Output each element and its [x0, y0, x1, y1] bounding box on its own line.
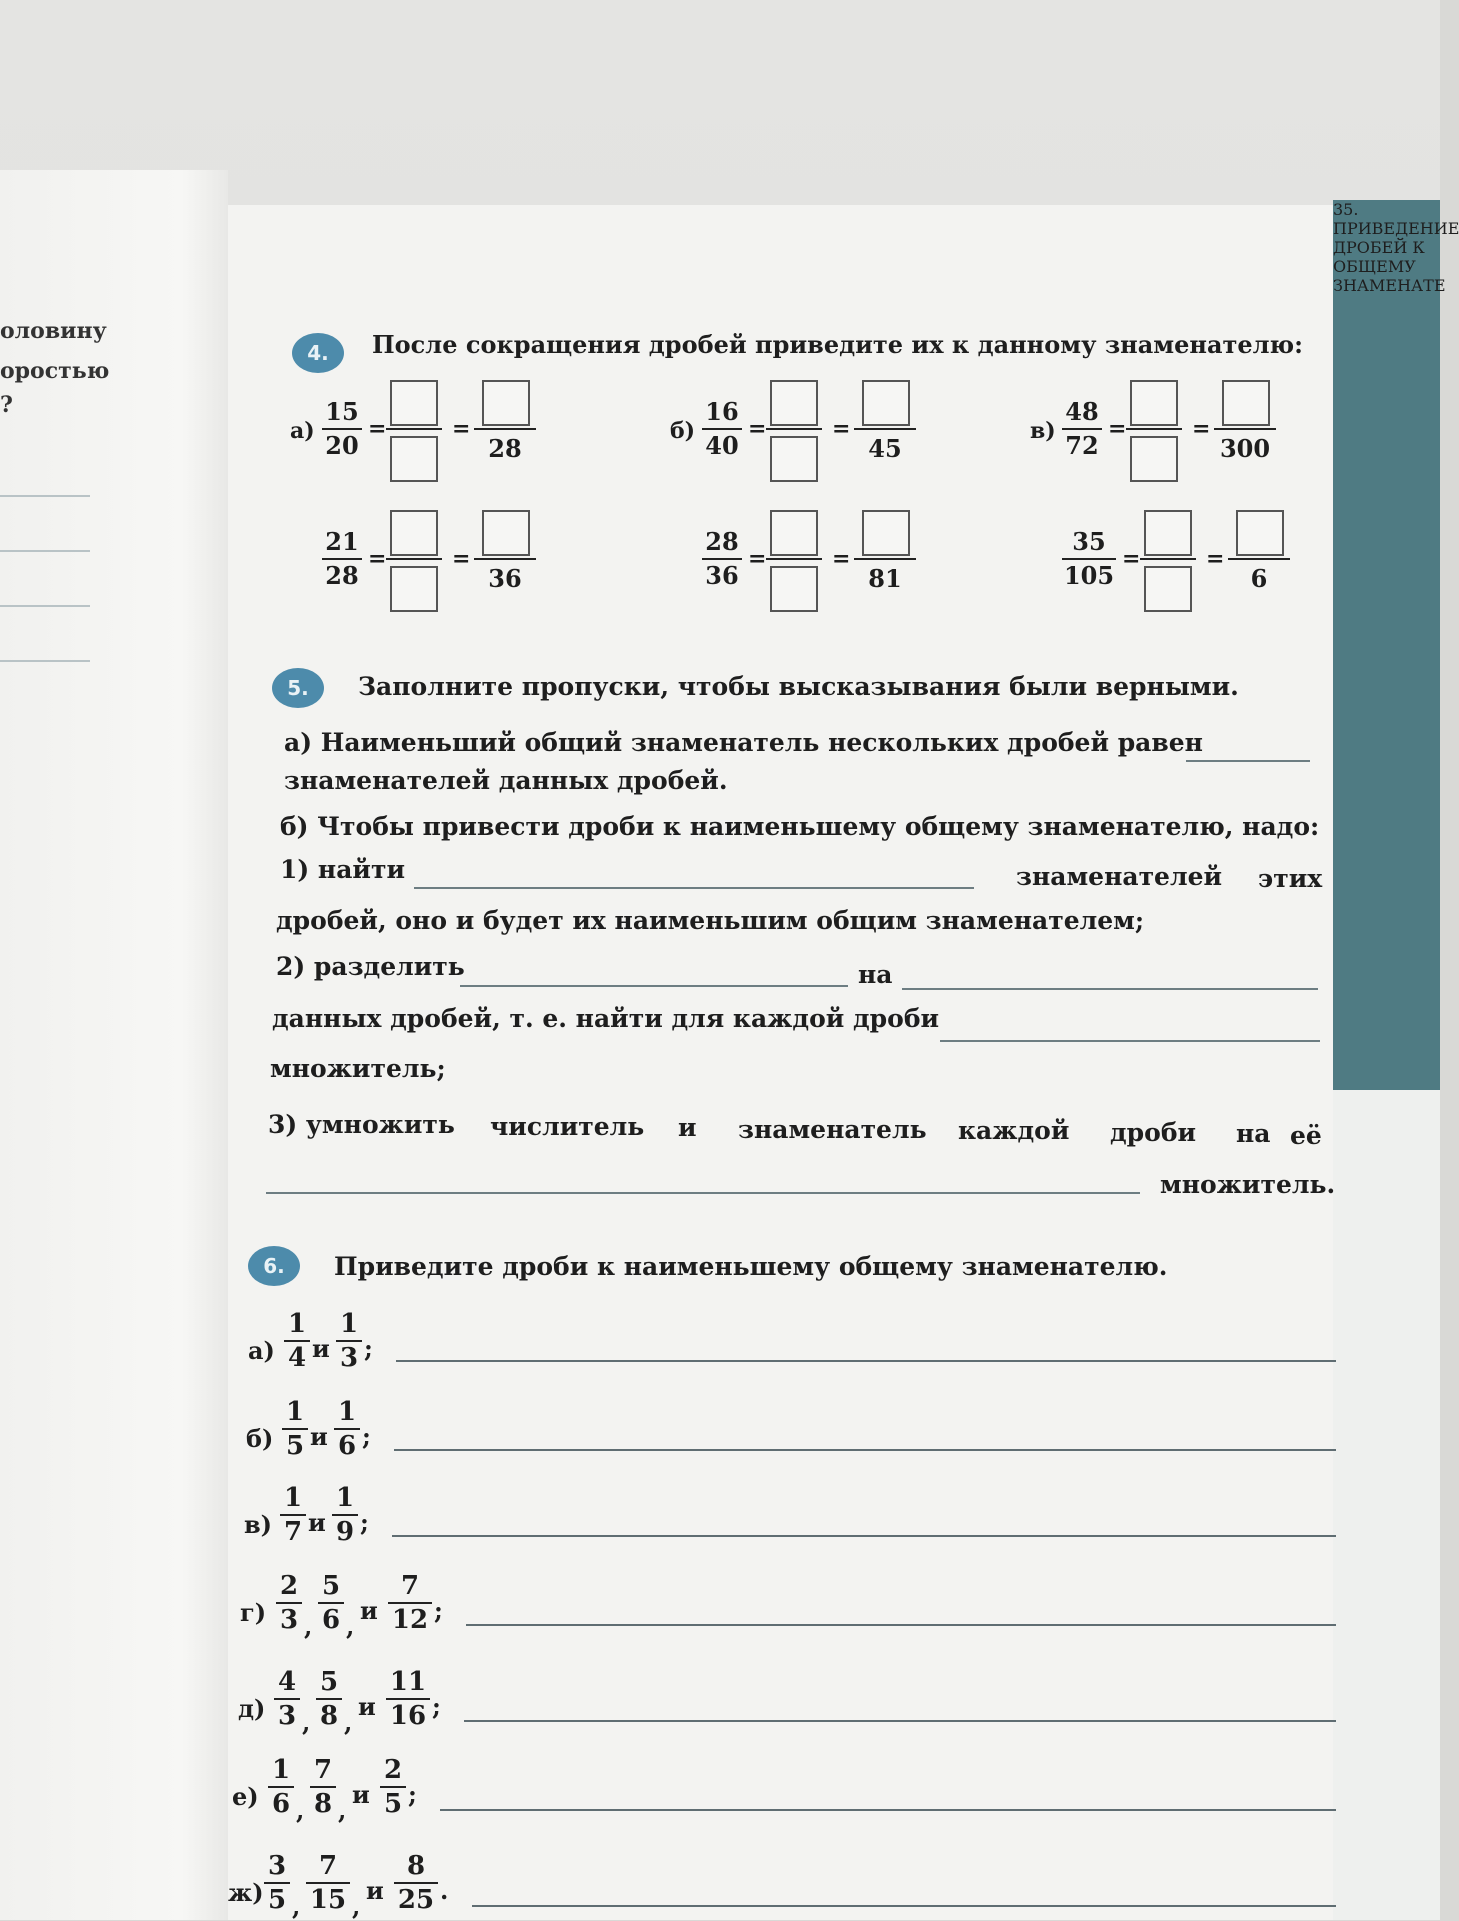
comma: ,: [296, 1796, 305, 1825]
equals-sign: =: [748, 546, 767, 572]
fraction: [264, 1852, 290, 1914]
item-label: г): [240, 1598, 267, 1627]
denominator: 40: [705, 431, 739, 460]
denominator: 72: [1065, 431, 1099, 460]
equals-sign: =: [1108, 416, 1127, 442]
fraction-bar: [284, 1340, 310, 1342]
numerator: 4: [277, 1667, 297, 1697]
blank-field[interactable]: [460, 985, 848, 987]
left-page-fragment: ?: [0, 392, 13, 418]
item-label: а): [290, 418, 315, 444]
step3-word: 3) умножить: [268, 1110, 455, 1139]
numerator: 1: [339, 1309, 359, 1339]
denominator: 3: [339, 1343, 359, 1373]
equals-sign: =: [452, 416, 471, 442]
numerator: 1: [337, 1397, 357, 1427]
numerator: 1: [283, 1483, 303, 1513]
denominator-box[interactable]: [1144, 566, 1192, 612]
numerator: 15: [325, 397, 359, 426]
item-end: ;: [408, 1780, 417, 1809]
fraction-bar: [1140, 558, 1196, 560]
comma: ,: [352, 1892, 361, 1921]
fraction: [380, 1756, 406, 1818]
fraction-bar: [336, 1340, 362, 1342]
comma: ,: [302, 1708, 311, 1737]
fraction: [394, 1852, 438, 1914]
equals-sign: =: [1122, 546, 1141, 572]
conjunction: и: [310, 1422, 328, 1451]
chapter-sidebar: [1333, 200, 1459, 1920]
fraction-bar: [1126, 428, 1182, 430]
fraction: [280, 1484, 306, 1546]
task-title: Заполните пропуски, чтобы высказывания были верными.: [358, 672, 1239, 701]
fraction-bar: [264, 1882, 290, 1884]
fraction-bar: [334, 1428, 360, 1430]
item-label: а): [248, 1336, 275, 1365]
fraction-bar: [702, 428, 742, 430]
step3-end: множитель.: [1160, 1170, 1336, 1199]
fraction-bar: [282, 1428, 308, 1430]
item-label: ж): [228, 1878, 264, 1907]
numerator: 2: [383, 1755, 403, 1785]
fraction-bar: [306, 1882, 350, 1884]
numerator: 1: [285, 1397, 305, 1427]
fraction-bar: [280, 1514, 306, 1516]
answer-line[interactable]: [396, 1360, 1336, 1362]
answer-line[interactable]: [466, 1624, 1336, 1626]
denominator: 16: [389, 1701, 427, 1731]
fraction-bar: [322, 428, 362, 430]
target-denominator: 36: [488, 564, 522, 593]
left-page-line: [0, 495, 90, 497]
fraction: [310, 1756, 336, 1818]
conjunction: и: [312, 1334, 330, 1363]
blank-field[interactable]: [940, 1040, 1320, 1042]
numerator-box[interactable]: [1144, 510, 1192, 556]
numerator-box[interactable]: [862, 380, 910, 426]
answer-line[interactable]: [464, 1720, 1336, 1722]
step2-start: 2) разделить: [276, 952, 465, 981]
item-label: в): [1030, 418, 1056, 444]
statement-b-intro: б) Чтобы привести дроби к наименьшему общему знаменателю, надо:: [280, 812, 1320, 841]
left-page-line: [0, 605, 90, 607]
numerator-box[interactable]: [390, 380, 438, 426]
step2-line2: данных дробей, т. е. найти для каждой дроби: [272, 1004, 940, 1033]
numerator: 5: [319, 1667, 339, 1697]
item-label: д): [238, 1694, 266, 1723]
fraction: [388, 1572, 432, 1634]
fraction-bar: [274, 1698, 300, 1700]
denominator-box[interactable]: [390, 436, 438, 482]
statement-a-line2: знаменателей данных дробей.: [284, 766, 728, 795]
fraction: [306, 1852, 350, 1914]
target-denominator: 81: [868, 564, 902, 593]
step3-word: её: [1290, 1120, 1322, 1150]
target-denominator: 300: [1219, 434, 1271, 463]
equals-sign: =: [748, 416, 767, 442]
left-page-fragment: оростью: [0, 358, 110, 384]
denominator: 15: [309, 1885, 347, 1915]
denominator: 28: [325, 561, 359, 590]
denominator: 5: [383, 1789, 403, 1819]
item-end: ;: [364, 1334, 373, 1363]
step3-word: числитель: [490, 1111, 645, 1141]
denominator: 5: [267, 1885, 287, 1915]
denominator: 12: [391, 1605, 429, 1635]
numerator: 35: [1072, 527, 1106, 556]
answer-line[interactable]: [472, 1905, 1336, 1907]
target-denominator: 45: [868, 434, 902, 463]
item-end: ;: [432, 1692, 441, 1721]
answer-line[interactable]: [440, 1809, 1336, 1811]
fraction-bar: [1062, 558, 1116, 560]
step3-word: и: [678, 1113, 697, 1142]
denominator: 36: [705, 561, 739, 590]
denominator: 3: [277, 1701, 297, 1731]
fraction-bar: [388, 1602, 432, 1604]
denominator: 105: [1063, 561, 1115, 590]
numerator: 48: [1065, 397, 1099, 426]
fraction-bar: [766, 558, 822, 560]
fraction: [276, 1572, 302, 1634]
denominator-box[interactable]: [390, 566, 438, 612]
denominator: 8: [319, 1701, 339, 1731]
fraction: [274, 1668, 300, 1730]
chapter-topic: 35. ПРИВЕДЕНИЕ ДРОБЕЙ К ОБЩЕМУ ЗНАМЕНАТЕ: [1333, 200, 1459, 295]
equals-sign: =: [832, 416, 851, 442]
blank-field[interactable]: [266, 1192, 1140, 1194]
numerator-box[interactable]: [390, 510, 438, 556]
item-end: ;: [360, 1508, 369, 1537]
equals-sign: =: [1206, 546, 1225, 572]
equals-sign: =: [368, 416, 387, 442]
equals-sign: =: [832, 546, 851, 572]
numerator-box[interactable]: [1222, 380, 1270, 426]
fraction-bar: [854, 428, 916, 430]
left-page-fragment: оловину: [0, 318, 107, 344]
denominator: 6: [321, 1605, 341, 1635]
fraction: [316, 1668, 342, 1730]
numerator: 1: [335, 1483, 355, 1513]
task-number-badge: 6.: [248, 1246, 300, 1286]
fraction-bar: [380, 1786, 406, 1788]
numerator: 7: [400, 1571, 420, 1601]
fraction-bar: [474, 428, 536, 430]
comma: ,: [292, 1892, 301, 1921]
numerator-box[interactable]: [770, 510, 818, 556]
numerator: 8: [406, 1851, 426, 1881]
fraction-bar: [316, 1698, 342, 1700]
left-page-line: [0, 550, 90, 552]
fraction: [284, 1310, 310, 1372]
item-label: е): [232, 1782, 259, 1811]
numerator-box[interactable]: [1236, 510, 1284, 556]
fraction-bar: [332, 1514, 358, 1516]
fraction-bar: [702, 558, 742, 560]
numerator: 2: [279, 1571, 299, 1601]
blank-field[interactable]: [902, 988, 1318, 990]
target-denominator: 6: [1250, 564, 1268, 593]
given-fraction: [702, 398, 742, 460]
numerator: 5: [321, 1571, 341, 1601]
comma: ,: [338, 1796, 347, 1825]
denominator: 20: [325, 431, 359, 460]
left-page: [0, 170, 228, 1920]
equals-sign: =: [368, 546, 387, 572]
fraction: [318, 1572, 344, 1634]
given-fraction: [1062, 398, 1102, 460]
denominator: 8: [313, 1789, 333, 1819]
step3-word: дроби: [1110, 1117, 1197, 1147]
fraction-bar: [276, 1602, 302, 1604]
fraction: [332, 1484, 358, 1546]
denominator: 5: [285, 1431, 305, 1461]
numerator-box[interactable]: [482, 380, 530, 426]
numerator: 1: [287, 1309, 307, 1339]
sidebar-light-strip: [1333, 1090, 1440, 1920]
fraction-bar: [474, 558, 536, 560]
numerator-box[interactable]: [770, 380, 818, 426]
step1-mid: знаменателей: [1016, 862, 1223, 891]
comma: ,: [346, 1612, 355, 1641]
denominator-box[interactable]: [770, 566, 818, 612]
numerator: 7: [313, 1755, 333, 1785]
left-page-line: [0, 660, 90, 662]
comma: ,: [344, 1708, 353, 1737]
step1-line2: дробей, оно и будет их наименьшим общим знаменателем;: [276, 906, 1145, 935]
fraction-bar: [318, 1602, 344, 1604]
item-label: б): [246, 1424, 274, 1453]
denominator-box[interactable]: [1130, 436, 1178, 482]
numerator: 28: [705, 527, 739, 556]
given-fraction: [322, 528, 362, 590]
target-denominator: 28: [488, 434, 522, 463]
fraction: [386, 1668, 430, 1730]
fraction-bar: [1062, 428, 1102, 430]
equals-sign: =: [452, 546, 471, 572]
conjunction: и: [366, 1876, 384, 1905]
step2-na: на: [858, 960, 893, 989]
denominator: 7: [283, 1517, 303, 1547]
denominator: 6: [271, 1789, 291, 1819]
conjunction: и: [352, 1780, 370, 1809]
answer-line[interactable]: [394, 1449, 1336, 1451]
denominator: 4: [287, 1343, 307, 1373]
fraction-bar: [386, 558, 442, 560]
step3-word: каждой: [958, 1116, 1070, 1145]
task-title: После сокращения дробей приведите их к данному знаменателю:: [372, 330, 1304, 359]
step2-line3: множитель;: [270, 1054, 446, 1083]
numerator: 16: [705, 397, 739, 426]
given-fraction: [702, 528, 742, 590]
item-label: б): [670, 418, 696, 444]
numerator-box[interactable]: [1130, 380, 1178, 426]
given-fraction: [322, 398, 362, 460]
item-label: в): [244, 1510, 273, 1539]
equals-sign: =: [1192, 416, 1211, 442]
item-end: ;: [362, 1422, 371, 1451]
fraction-bar: [854, 558, 916, 560]
numerator-box[interactable]: [862, 510, 910, 556]
denominator: 6: [337, 1431, 357, 1461]
step3-word: знаменатель: [738, 1114, 927, 1144]
conjunction: и: [360, 1596, 378, 1625]
fraction-bar: [310, 1786, 336, 1788]
fraction-bar: [386, 1698, 430, 1700]
blank-field[interactable]: [1186, 760, 1310, 762]
item-end: ;: [434, 1596, 443, 1625]
answer-line[interactable]: [392, 1535, 1336, 1537]
conjunction: и: [308, 1508, 326, 1537]
numerator: 21: [325, 527, 359, 556]
task-number-badge: 4.: [292, 333, 344, 373]
comma: ,: [304, 1612, 313, 1641]
denominator: 25: [397, 1885, 435, 1915]
numerator: 7: [318, 1851, 338, 1881]
fraction: [336, 1310, 362, 1372]
statement-a-line1: а) Наименьший общий знаменатель нескольких дробей равен: [284, 728, 1203, 757]
denominator: 9: [335, 1517, 355, 1547]
task-title: Приведите дроби к наименьшему общему знаменателю.: [334, 1252, 1168, 1281]
step3-word: на: [1236, 1119, 1271, 1148]
item-end: .: [440, 1876, 449, 1905]
denominator-box[interactable]: [770, 436, 818, 482]
fraction-bar: [386, 428, 442, 430]
fraction: [282, 1398, 308, 1460]
fraction: [334, 1398, 360, 1460]
numerator: 3: [267, 1851, 287, 1881]
numerator-box[interactable]: [482, 510, 530, 556]
denominator: 3: [279, 1605, 299, 1635]
step1-start: 1) найти: [280, 855, 405, 884]
step1-end: этих: [1258, 864, 1323, 893]
numerator: 1: [271, 1755, 291, 1785]
blank-field[interactable]: [414, 887, 974, 889]
fraction-bar: [1214, 428, 1276, 430]
numerator: 11: [389, 1667, 427, 1697]
fraction: [268, 1756, 294, 1818]
fraction-bar: [1228, 558, 1290, 560]
fraction-bar: [766, 428, 822, 430]
given-fraction: [1062, 528, 1116, 590]
fraction-bar: [322, 558, 362, 560]
fraction-bar: [394, 1882, 438, 1884]
conjunction: и: [358, 1692, 376, 1721]
task-number-badge: 5.: [272, 668, 324, 708]
fraction-bar: [268, 1786, 294, 1788]
